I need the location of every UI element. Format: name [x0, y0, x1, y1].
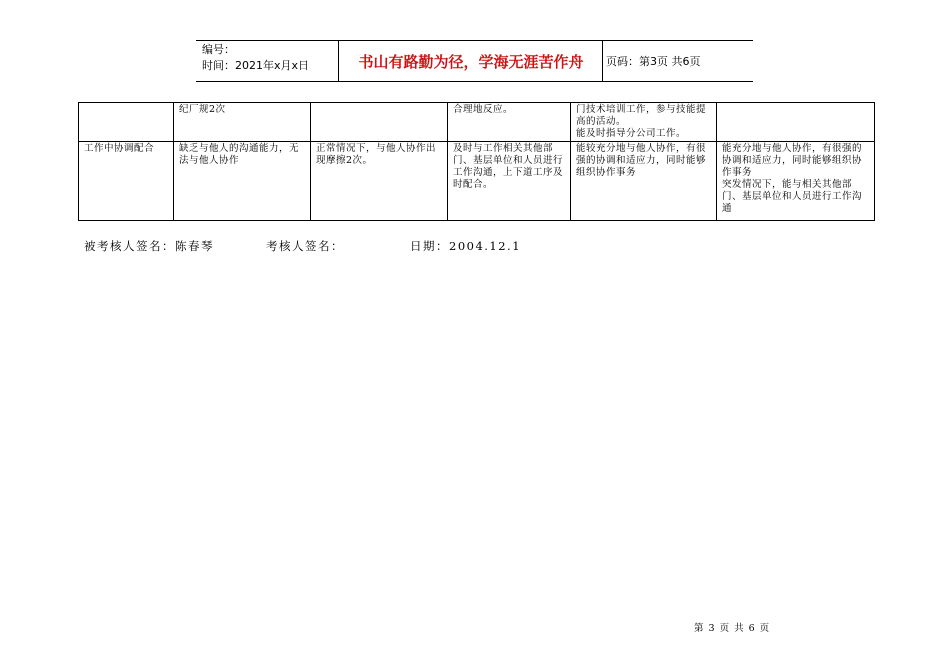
header-meta — [202, 42, 338, 74]
header-time: 时间：2021年x月x日 — [202, 59, 310, 72]
page-header — [196, 40, 753, 82]
assessment-table — [78, 102, 875, 221]
table-cell: 正常情况下，与他人协作出现摩擦2次。 — [311, 142, 448, 221]
table-cell — [717, 103, 875, 142]
table-cell — [311, 103, 448, 142]
table-row — [79, 142, 875, 221]
table-cell: 及时与工作相关其他部门、基层单位和人员进行工作沟通，上下道工序及时配合。 — [448, 142, 571, 221]
table-cell — [79, 103, 174, 142]
header-divider — [338, 41, 339, 81]
assessor-signature: 考核人签名： — [266, 239, 344, 253]
table-cell: 缺乏与他人的沟通能力，无法与他人协作 — [174, 142, 311, 221]
page-footer: 第 3 页 共 6 页 — [694, 623, 771, 634]
signature-date: 日期：2004.12.1 — [410, 239, 522, 253]
table-cell: 门技术培训工作，参与技能提高的活动。 能及时指导分公司工作。 — [571, 103, 717, 142]
table-cell: 合理地反应。 — [448, 103, 571, 142]
header-page-info: 页码：第3页 共6页 — [606, 55, 701, 68]
criterion-label-cell: 工作中协调配合 — [79, 142, 174, 221]
table-cell: 能较充分地与他人协作，有很强的协调和适应力，同时能够组织协作事务 — [571, 142, 717, 221]
assessee-signature: 被考核人签名：陈春琴 — [84, 239, 214, 253]
table-cell: 纪厂规2次 — [174, 103, 311, 142]
header-number-label: 编号： — [202, 43, 235, 56]
signature-line — [84, 238, 684, 254]
table-cell: 能充分地与他人协作，有很强的协调和适应力，同时能够组织协作事务 突发情况下，能与相关其他部门、基层单位和人员进行工作沟通 — [717, 142, 875, 221]
table-row — [79, 103, 875, 142]
header-motto: 书山有路勤为径，学海无涯苦作舟 — [358, 52, 584, 71]
header-divider — [602, 41, 603, 81]
